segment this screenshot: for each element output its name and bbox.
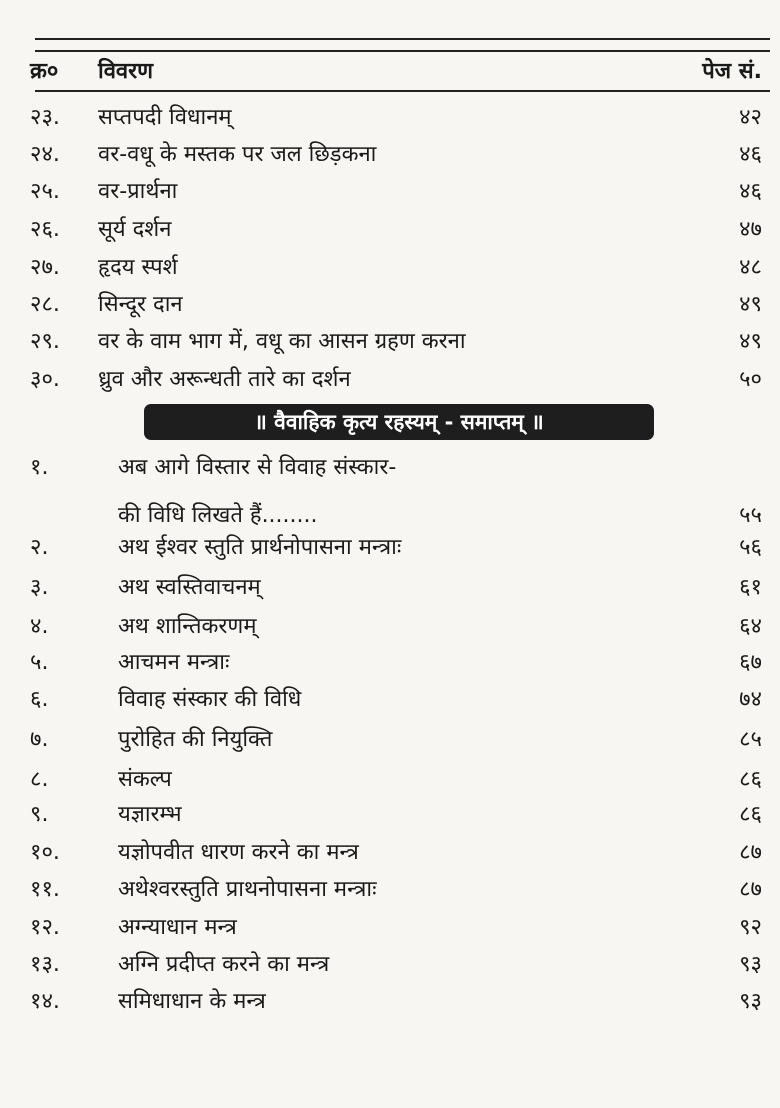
toc-row — [30, 610, 762, 644]
toc-page: ८६ — [739, 802, 762, 827]
toc-row — [30, 288, 762, 322]
toc-page: ८७ — [739, 877, 762, 902]
toc-number: ५. — [30, 650, 49, 675]
toc-number: १. — [30, 455, 49, 480]
toc-number: ८. — [30, 767, 49, 792]
toc-number: ३. — [30, 575, 49, 600]
toc-title: यज्ञोपवीत धारण करने का मन्त्र — [118, 840, 359, 865]
toc-row — [30, 451, 762, 485]
toc-row — [30, 251, 762, 285]
header-description: विवरण — [98, 59, 154, 84]
toc-title: अथ ईश्वर स्तुति प्रार्थनोपासना मन्त्राः — [118, 535, 402, 560]
toc-row — [30, 646, 762, 680]
toc-title: अग्न्याधान मन्त्र — [118, 915, 237, 940]
toc-row — [30, 723, 762, 757]
toc-page: ४२ — [739, 105, 762, 130]
toc-title: समिधाधान के मन्त्र — [118, 989, 266, 1014]
toc-title: वर के वाम भाग में, वधू का आसन ग्रहण करना — [98, 329, 466, 354]
toc-number: २५. — [30, 179, 60, 204]
toc-page: ५५ — [739, 503, 762, 528]
toc-page: ६४ — [739, 614, 762, 639]
toc-page: ८७ — [739, 840, 762, 865]
toc-title: सिन्दूर दान — [98, 292, 183, 317]
toc-row — [30, 363, 762, 397]
toc-title: की विधि लिखते हैं........ — [118, 503, 318, 528]
table-header — [30, 55, 762, 87]
toc-title: विवाह संस्कार की विधि — [118, 687, 302, 712]
toc-title: अथेश्वरस्तुति प्राथनोपासना मन्त्राः — [118, 877, 377, 902]
toc-number: २४. — [30, 142, 60, 167]
toc-row — [30, 873, 762, 907]
toc-title: सप्तपदी विधानम् — [98, 105, 232, 130]
toc-row — [30, 798, 762, 832]
toc-title: वर-प्रार्थना — [98, 179, 178, 204]
toc-page: ६१ — [739, 575, 762, 600]
toc-row — [30, 571, 762, 605]
toc-title: अथ स्वस्तिवाचनम् — [118, 575, 261, 600]
toc-number: ४. — [30, 614, 49, 639]
toc-title: अग्नि प्रदीप्त करने का मन्त्र — [118, 952, 330, 977]
toc-page: ४६ — [739, 179, 762, 204]
toc-number: ७. — [30, 727, 49, 752]
toc-row — [30, 101, 762, 135]
toc-page: ७४ — [739, 687, 762, 712]
toc-row — [30, 911, 762, 945]
toc-row — [30, 499, 762, 533]
toc-page: ९३ — [739, 952, 762, 977]
toc-number: २७. — [30, 255, 60, 280]
header-serial: क्र० — [30, 59, 59, 84]
top-rule-2 — [35, 50, 770, 52]
toc-row — [30, 175, 762, 209]
toc-title: हृदय स्पर्श — [98, 255, 178, 280]
toc-page: ४९ — [739, 329, 762, 354]
toc-title: संकल्प — [118, 767, 172, 792]
toc-title: पुरोहित की नियुक्ति — [118, 727, 273, 752]
toc-page: ५० — [739, 367, 762, 392]
toc-row — [30, 325, 762, 359]
toc-number: १४. — [30, 989, 60, 1014]
toc-page: ८६ — [739, 767, 762, 792]
toc-row — [30, 836, 762, 870]
toc-number: ११. — [30, 877, 60, 902]
toc-row — [30, 531, 762, 565]
header-page: पेज सं. — [702, 59, 762, 84]
toc-page: ९२ — [739, 915, 762, 940]
toc-row — [30, 763, 762, 797]
toc-row — [30, 948, 762, 982]
toc-number: २३. — [30, 105, 60, 130]
toc-number: ३०. — [30, 367, 60, 392]
toc-number: १३. — [30, 952, 60, 977]
toc-page: ४६ — [739, 142, 762, 167]
toc-page: ८५ — [739, 727, 762, 752]
toc-row — [30, 985, 762, 1019]
toc-number: ६. — [30, 687, 49, 712]
toc-row — [30, 138, 762, 172]
section-end-banner: ॥ वैवाहिक कृत्य रहस्यम् - समाप्तम् ॥ — [144, 404, 654, 440]
toc-title: अथ शान्तिकरणम् — [118, 614, 257, 639]
toc-page: ५६ — [739, 535, 762, 560]
toc-title: अब आगे विस्तार से विवाह संस्कार- — [118, 455, 397, 480]
toc-number: ९. — [30, 802, 49, 827]
toc-page: ४९ — [739, 292, 762, 317]
toc-title: ध्रुव और अरून्धती तारे का दर्शन — [98, 367, 351, 392]
toc-number: १०. — [30, 840, 60, 865]
toc-number: २९. — [30, 329, 60, 354]
header-rule — [35, 90, 770, 92]
toc-number: २८. — [30, 292, 60, 317]
toc-page: ९३ — [739, 989, 762, 1014]
toc-number: २६. — [30, 217, 60, 242]
toc-page: ६७ — [739, 650, 762, 675]
toc-page: ४७ — [739, 217, 762, 242]
toc-title: वर-वधू के मस्तक पर जल छिड़कना — [98, 142, 377, 167]
toc-page: ४८ — [739, 255, 762, 280]
top-rule — [35, 38, 770, 40]
toc-title: आचमन मन्त्राः — [118, 650, 230, 675]
toc-number: २. — [30, 535, 49, 560]
toc-row — [30, 683, 762, 717]
toc-row — [30, 213, 762, 247]
toc-number: १२. — [30, 915, 60, 940]
toc-title: यज्ञारम्भ — [118, 802, 182, 827]
toc-title: सूर्य दर्शन — [98, 217, 172, 242]
